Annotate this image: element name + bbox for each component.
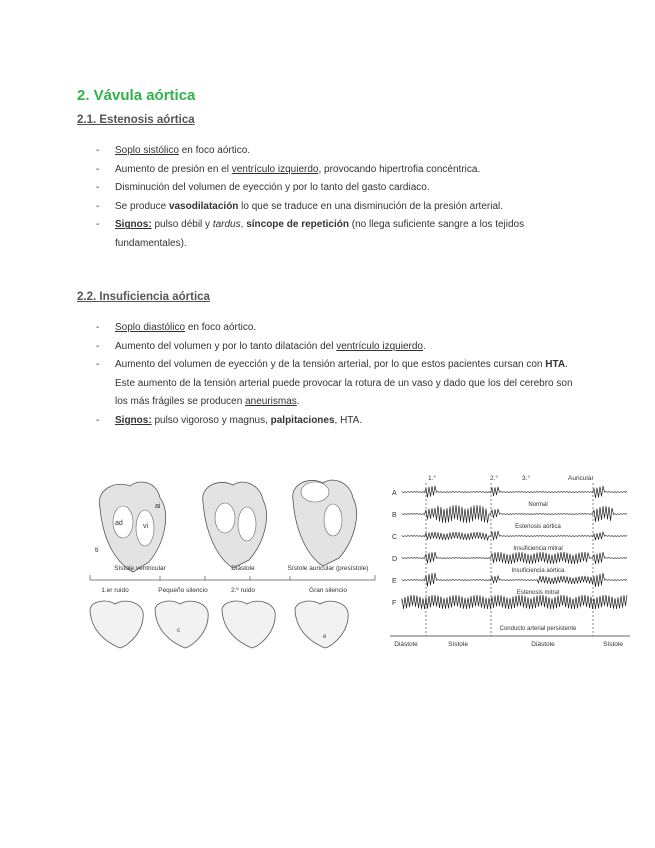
list-item: - Soplo sistólico en foco aórtico. (96, 142, 576, 161)
label-vi: vi (143, 523, 149, 530)
list-item: - Aumento del volumen y por lo tanto dilatación del ventrículo izquierdo. (96, 338, 576, 357)
phase-label: Sístole auricular (presístole) (287, 565, 369, 572)
row-label: B (392, 512, 397, 519)
phase-bottom: Sístole (448, 641, 468, 648)
list-item: - Se produce vasodilatación lo que se traduce en una disminución de la presión arterial. (96, 198, 576, 217)
list-item: - Aumento del volumen de eyección y de la tensión arterial, por lo que estos pacientes cursan con HTA. Este aumento de la tensión arterial puede provocar la rotura de un vaso y dado que los del cerebro son los más frágiles se producen aneurismas. (96, 356, 576, 412)
label-ti: ti (95, 547, 99, 554)
insufficiency-list (96, 319, 576, 431)
list-item: - Signos: pulso débil y tardus, síncope de repetición (no llega suficiente sangre a los tejidos fundamentales). (96, 216, 576, 253)
list-item: - Signos: pulso vigoroso y magnus, palpitaciones, HTA. (96, 412, 576, 431)
row-label: C (392, 534, 398, 541)
row-label: F (392, 600, 397, 607)
row-label: D (392, 556, 398, 563)
label-ai: ai (155, 503, 161, 510)
row-label: A (392, 490, 397, 497)
subsection-title-insufficiency: 2.2. Insuficiencia aórtica (77, 291, 210, 303)
waveform-trace (402, 595, 627, 609)
trace-caption: Normal (528, 502, 548, 508)
trace-caption: Conducto arterial persistente (499, 626, 577, 632)
phase-label: Diástole (231, 565, 255, 572)
list-item: - Soplo diastólico en foco aórtico. (96, 319, 576, 338)
top-label: 3.° (522, 475, 531, 482)
sound-label: Gran silencio (309, 587, 347, 594)
phase-label: Sístole ventricular (114, 565, 166, 572)
small-label-e: e (323, 634, 327, 640)
waveform-trace (402, 552, 627, 564)
sound-label: 2.º ruido (230, 587, 256, 594)
top-label: 1.° (428, 475, 437, 482)
trace-caption: Insuficiencia aórtica (511, 568, 565, 574)
phase-bottom: Diástole (531, 641, 555, 648)
label-ad: ad (115, 520, 123, 527)
phase-bottom: Sístole (603, 641, 623, 648)
section-title: 2. Vávula aórtica (77, 87, 196, 104)
sound-label: 1.er ruido (101, 587, 129, 594)
heart-cycle-figure (85, 470, 385, 660)
stenosis-list (96, 142, 576, 254)
trace-caption: Estenosis aórtica (515, 524, 561, 530)
small-label-c: c (177, 628, 180, 634)
subsection-title-stenosis: 2.1. Estenosis aórtica (77, 114, 195, 126)
trace-caption: Insuficiencia mitral (513, 546, 563, 552)
phase-bottom: Diástole (394, 641, 418, 648)
trace-caption: Estenosis mitral (516, 590, 560, 596)
row-label: E (392, 578, 397, 585)
list-item: - Aumento de presión en el ventrículo izquierdo, provocando hipertrofia concéntrica. (96, 161, 576, 180)
top-label: Auricular (568, 475, 594, 482)
list-item: - Disminución del volumen de eyección y por lo tanto del gasto cardiaco. (96, 179, 576, 198)
top-label: 2.° (490, 475, 499, 482)
phonocardiogram-figure (388, 468, 633, 653)
sound-label: Pequeño silencio (158, 587, 208, 594)
